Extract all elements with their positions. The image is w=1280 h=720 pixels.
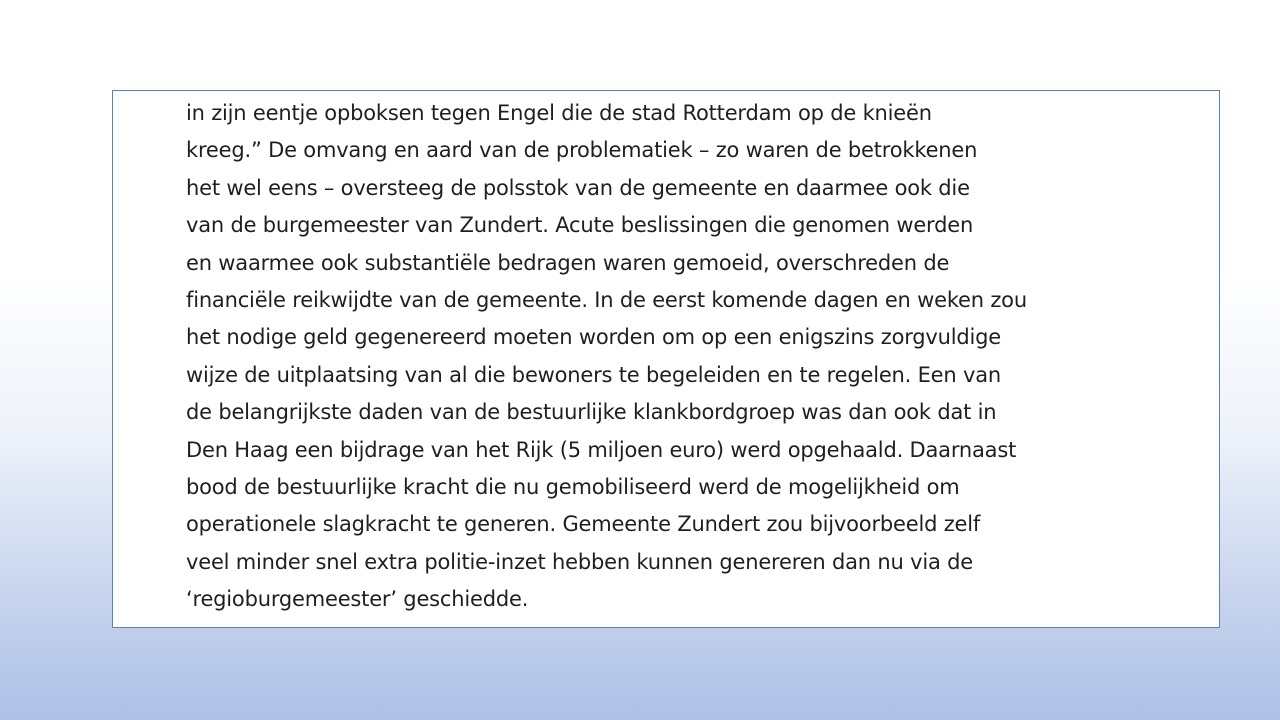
text-line: Den Haag een bijdrage van het Rijk (5 miljoen euro) werd opgehaald. Daarnaast bbox=[186, 437, 1017, 462]
text-line: de belangrijkste daden van de bestuurlijke klankbordgroep was dan ook dat in bbox=[186, 400, 997, 425]
text-line: het nodige geld gegenereerd moeten worden om op een enigszins zorgvuldige bbox=[186, 325, 1002, 350]
text-line: van de burgemeester van Zundert. Acute beslissingen die genomen werden bbox=[186, 213, 974, 238]
text-excerpt bbox=[186, 95, 1027, 618]
text-line: kreeg.” De omvang en aard van de problematiek – zo waren de betrokkenen bbox=[186, 138, 978, 163]
text-line: en waarmee ook substantiële bedragen waren gemoeid, overschreden de bbox=[186, 250, 950, 275]
text-line: in zijn eentje opboksen tegen Engel die de stad Rotterdam op de knieën bbox=[186, 101, 932, 125]
text-line: ‘regioburgemeester’ geschiedde. bbox=[186, 587, 529, 612]
text-excerpt-panel bbox=[112, 90, 1220, 628]
text-line: veel minder snel extra politie-inzet hebben kunnen genereren dan nu via de bbox=[186, 549, 973, 574]
text-line: het wel eens – oversteeg de polsstok van de gemeente en daarmee ook die bbox=[186, 175, 970, 200]
text-line: operationele slagkracht te generen. Gemeente Zundert zou bijvoorbeeld zelf bbox=[186, 512, 981, 537]
text-line: bood de bestuurlijke kracht die nu gemobiliseerd werd de mogelijkheid om bbox=[186, 474, 960, 499]
text-line: financiële reikwijdte van de gemeente. In de eerst komende dagen en weken zou bbox=[186, 287, 1027, 312]
text-line: wijze de uitplaatsing van al die bewoners te begeleiden en te regelen. Een van bbox=[186, 362, 1001, 387]
